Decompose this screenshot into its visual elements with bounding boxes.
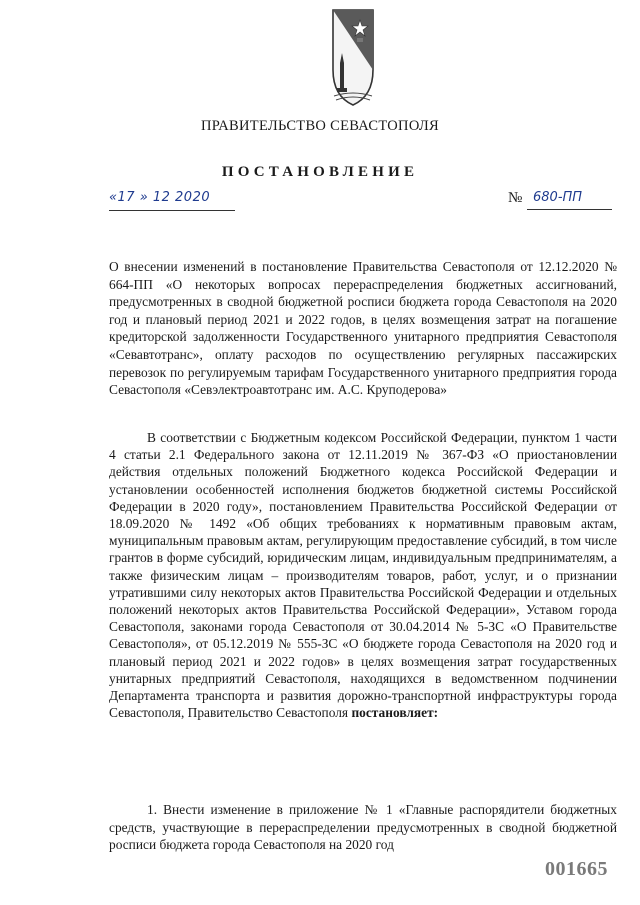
preamble-paragraph xyxy=(109,429,617,721)
document-subject: О внесении изменений в постановление Правительства Севастополя от 12.12.2020 № 664-ПП «О некоторых вопросах перераспределения бюджетных ассигнований, предусмотренных в сводной бюджетной росписи бюджета города Севастополя на 2020 год и плановый период 2021 и 2022 годов, в целях возмещения затрат на погашение кредиторской задолженности Государственного унитарного предприятия Севастополя «Севавтотранс», оплату расходов по осуществлению регулярных пассажирских перевозок по регулируемым тарифам Государственного унитарного предприятия города Севастополя «Севэлектроавтотранс им. А.С. Круподерова» xyxy=(109,259,617,398)
preamble-text: В соответствии с Бюджетным кодексом Российской Федерации, пунктом 1 части 4 статьи 2.1 Федерального закона от 12.11.2019 № 367-ФЗ «О приостановлении действия отдельных положений Бюджетного кодекса Российской Федерации и установлении особенностей исполнения бюджетов бюджетной системы Российской Федерации в 2020 году», постановлением Правительства Российской Федерации от 18.09.2020 № 1492 «Об общих требованиях к нормативным правовым актам, муниципальным правовым актам, регулирующим предоставление субсидий, в том числе грантов в форме субсидий, юридическим лицам, индивидуальным предпринимателям, а также физическим лицам – производителям товаров, работ, услуг, и о признании утратившими силу некоторых актов Правительства Российской Федерации и отдельных положений некоторых актов Правительства Российской Федерации», Уставом города Севастополя, законами города Севастополя от 30.04.2014 № 5-ЗС «О Правительстве Севастополя», от 05.12.2019 № 555-ЗС «О бюджете города Севастополя на 2020 год и плановый период 2021 и 2022 годов» в целях возмещения затрат государственных унитарных предприятий Севастополя, находящихся в ведомственном подчинении Департамента транспорта и развития дорожно-транспортной инфраструктуры города Севастополя, Правительство Севастополя xyxy=(109,430,617,721)
document-number xyxy=(503,190,613,210)
number-value: 680-ПП xyxy=(527,190,612,210)
sevastopol-coat-of-arms-icon xyxy=(328,8,378,108)
clause-1: 1. Внести изменение в приложение № 1 «Главные распорядители бюджетных средств, участвующие в перераспределении предусмотренных в сводной бюджетной росписи бюджета города Севастополя на 2020 год xyxy=(109,802,617,853)
document-date: «17 » 12 2020 xyxy=(109,190,235,211)
page-serial-number: 001665 xyxy=(545,858,608,880)
number-sign: № xyxy=(508,190,523,206)
document-type-title: ПОСТАНОВЛЕНИЕ xyxy=(221,164,419,180)
resolves-verb: постановляет: xyxy=(351,705,439,721)
government-title: ПРАВИТЕЛЬСТВО СЕВАСТОПОЛЯ xyxy=(201,118,439,134)
